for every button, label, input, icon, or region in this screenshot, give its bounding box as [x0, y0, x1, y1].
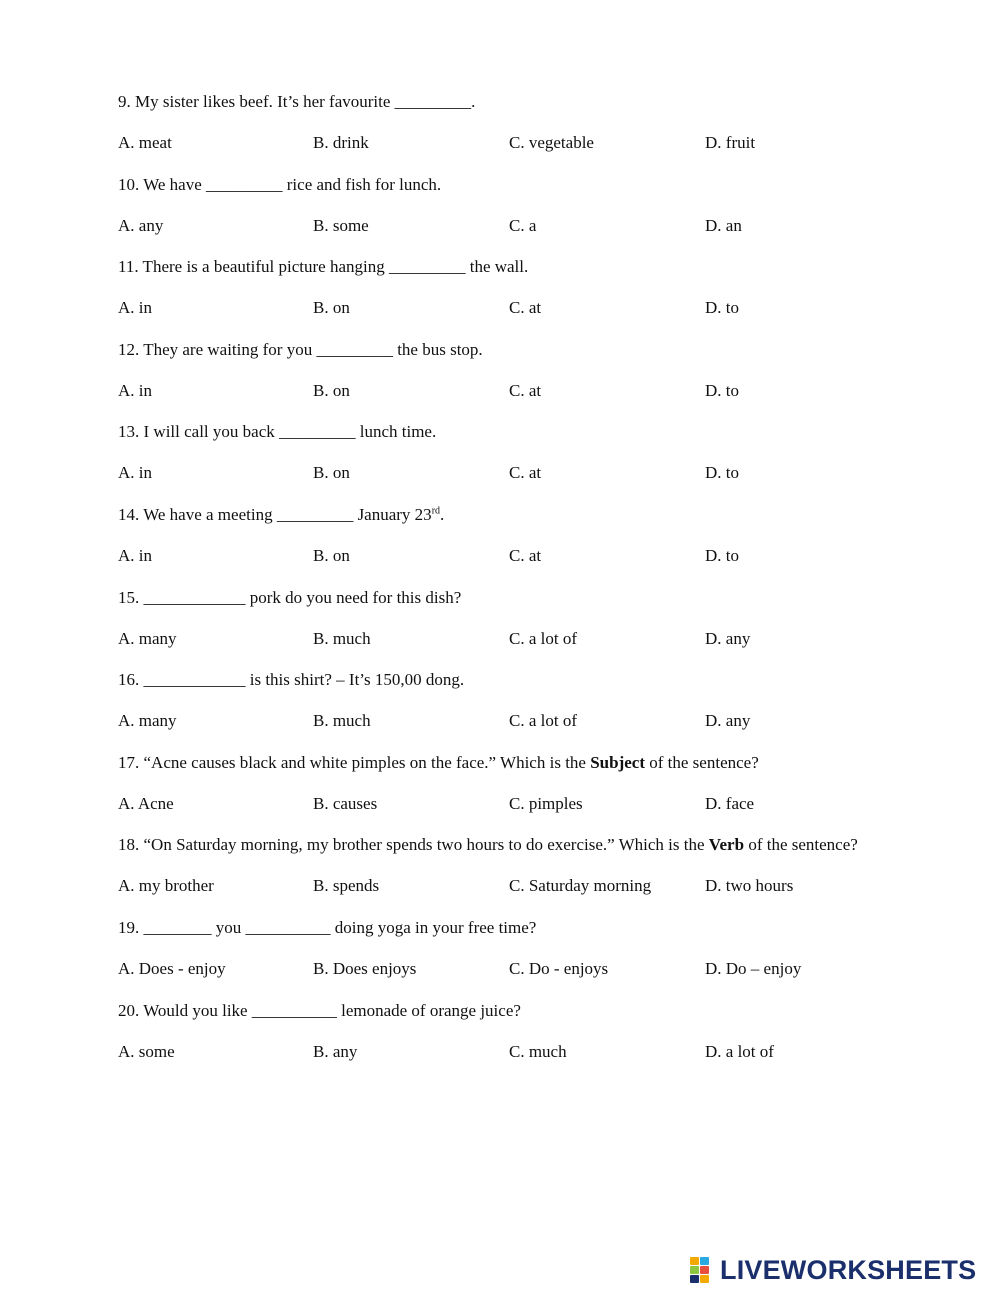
question-text: 13. I will call you back _________ lunch time.: [118, 422, 437, 441]
answer-option-c[interactable]: C. vegetable: [509, 133, 594, 152]
logo-mark-block: [690, 1275, 699, 1283]
logo-mark-block: [700, 1266, 709, 1274]
answer-option-d[interactable]: D. a lot of: [705, 1042, 774, 1061]
answer-options: [118, 546, 938, 566]
answer-option-a[interactable]: A. Acne: [118, 794, 174, 813]
question-stem: [118, 257, 528, 277]
logo-mark-block: [690, 1257, 699, 1265]
answer-option-d[interactable]: D. to: [705, 546, 739, 565]
logo-mark-block: [690, 1266, 699, 1274]
answer-options: [118, 876, 938, 896]
answer-options: [118, 794, 938, 814]
answer-option-c[interactable]: C. much: [509, 1042, 567, 1061]
answer-options: [118, 1042, 938, 1062]
answer-options: [118, 463, 938, 483]
question-stem: [118, 175, 441, 195]
answer-option-d[interactable]: D. Do – enjoy: [705, 959, 802, 978]
question-text: 12. They are waiting for you _________ the bus stop.: [118, 340, 483, 359]
answer-options: [118, 216, 938, 236]
answer-option-a[interactable]: A. many: [118, 629, 177, 648]
answer-option-a[interactable]: A. in: [118, 381, 152, 400]
answer-option-d[interactable]: D. to: [705, 381, 739, 400]
question-text: 17. “Acne causes black and white pimples on the face.” Which is the: [118, 753, 591, 772]
liveworksheets-logo: [690, 1256, 976, 1284]
answer-options: [118, 711, 938, 731]
answer-option-a[interactable]: A. Does - enjoy: [118, 959, 226, 978]
answer-option-a[interactable]: A. any: [118, 216, 164, 235]
answer-options: [118, 381, 938, 401]
question-stem: [118, 1001, 521, 1021]
question-text: 14. We have a meeting _________ January 23: [118, 505, 432, 524]
answer-option-b[interactable]: B. causes: [313, 794, 378, 813]
answer-option-c[interactable]: C. a lot of: [509, 629, 577, 648]
answer-option-d[interactable]: D. fruit: [705, 133, 756, 152]
answer-option-a[interactable]: A. in: [118, 546, 152, 565]
answer-option-d[interactable]: D. any: [705, 711, 751, 730]
answer-option-d[interactable]: D. any: [705, 629, 751, 648]
question-text: 9. My sister likes beef. It’s her favourite _________.: [118, 92, 476, 111]
answer-option-b[interactable]: B. much: [313, 711, 371, 730]
question-text: 20. Would you like __________ lemonade of orange juice?: [118, 1001, 521, 1020]
question-text-end: of the sentence?: [744, 835, 858, 854]
answer-option-d[interactable]: D. to: [705, 463, 739, 482]
logo-mark-icon: [690, 1257, 718, 1283]
question-stem: [118, 835, 858, 855]
question-stem: [118, 340, 483, 360]
answer-option-a[interactable]: A. meat: [118, 133, 172, 152]
answer-option-b[interactable]: B. much: [313, 629, 371, 648]
answer-option-b[interactable]: B. Does enjoys: [313, 959, 417, 978]
answer-option-a[interactable]: A. some: [118, 1042, 175, 1061]
logo-mark-block: [700, 1257, 709, 1265]
answer-options: [118, 298, 938, 318]
question-stem: [118, 422, 436, 442]
answer-options: [118, 133, 938, 153]
question-stem: [118, 588, 461, 608]
answer-option-b[interactable]: B. any: [313, 1042, 358, 1061]
question-keyword: Subject: [590, 753, 645, 772]
question-stem: [118, 670, 464, 690]
logo-text: LIVEWORKSHEETS: [720, 1255, 977, 1285]
answer-option-c[interactable]: C. a lot of: [509, 711, 577, 730]
answer-option-c[interactable]: C. at: [509, 298, 542, 317]
question-stem: [118, 92, 475, 112]
answer-option-c[interactable]: C. at: [509, 463, 542, 482]
question-text-end: .: [440, 505, 445, 524]
answer-option-b[interactable]: B. on: [313, 546, 350, 565]
answer-option-d[interactable]: D. to: [705, 298, 739, 317]
question-text: 15. ____________ pork do you need for this dish?: [118, 588, 462, 607]
answer-option-b[interactable]: B. some: [313, 216, 369, 235]
answer-option-a[interactable]: A. in: [118, 463, 152, 482]
answer-option-c[interactable]: C. a: [509, 216, 537, 235]
answer-option-c[interactable]: C. at: [509, 546, 542, 565]
answer-option-a[interactable]: A. my brother: [118, 876, 214, 895]
answer-option-d[interactable]: D. face: [705, 794, 755, 813]
answer-option-c[interactable]: C. at: [509, 381, 542, 400]
answer-option-c[interactable]: C. Saturday morning: [509, 876, 652, 895]
answer-option-b[interactable]: B. on: [313, 381, 350, 400]
answer-option-d[interactable]: D. two hours: [705, 876, 794, 895]
answer-option-c[interactable]: C. pimples: [509, 794, 583, 813]
question-text: 18. “On Saturday morning, my brother spends two hours to do exercise.” Which is the: [118, 835, 709, 854]
question-text-end: of the sentence?: [645, 753, 759, 772]
question-keyword: Verb: [708, 835, 745, 854]
answer-option-b[interactable]: B. on: [313, 463, 350, 482]
question-text: 16. ____________ is this shirt? – It’s 150,00 dong.: [118, 670, 465, 689]
question-text: 11. There is a beautiful picture hanging _________ the wall.: [118, 257, 529, 276]
question-text: 19. ________ you __________ doing yoga in your free time?: [118, 918, 537, 937]
answer-option-a[interactable]: A. many: [118, 711, 177, 730]
question-stem: [118, 753, 759, 773]
answer-option-b[interactable]: B. on: [313, 298, 350, 317]
answer-options: [118, 629, 938, 649]
answer-option-d[interactable]: D. an: [705, 216, 742, 235]
question-text: 10. We have _________ rice and fish for lunch.: [118, 175, 442, 194]
answer-options: [118, 959, 938, 979]
answer-option-c[interactable]: C. Do - enjoys: [509, 959, 609, 978]
answer-option-b[interactable]: B. drink: [313, 133, 369, 152]
answer-option-b[interactable]: B. spends: [313, 876, 380, 895]
question-superscript: rd: [431, 505, 441, 517]
question-stem: [118, 918, 536, 938]
answer-option-a[interactable]: A. in: [118, 298, 152, 317]
logo-mark-block: [700, 1275, 709, 1283]
question-stem: [118, 505, 444, 525]
